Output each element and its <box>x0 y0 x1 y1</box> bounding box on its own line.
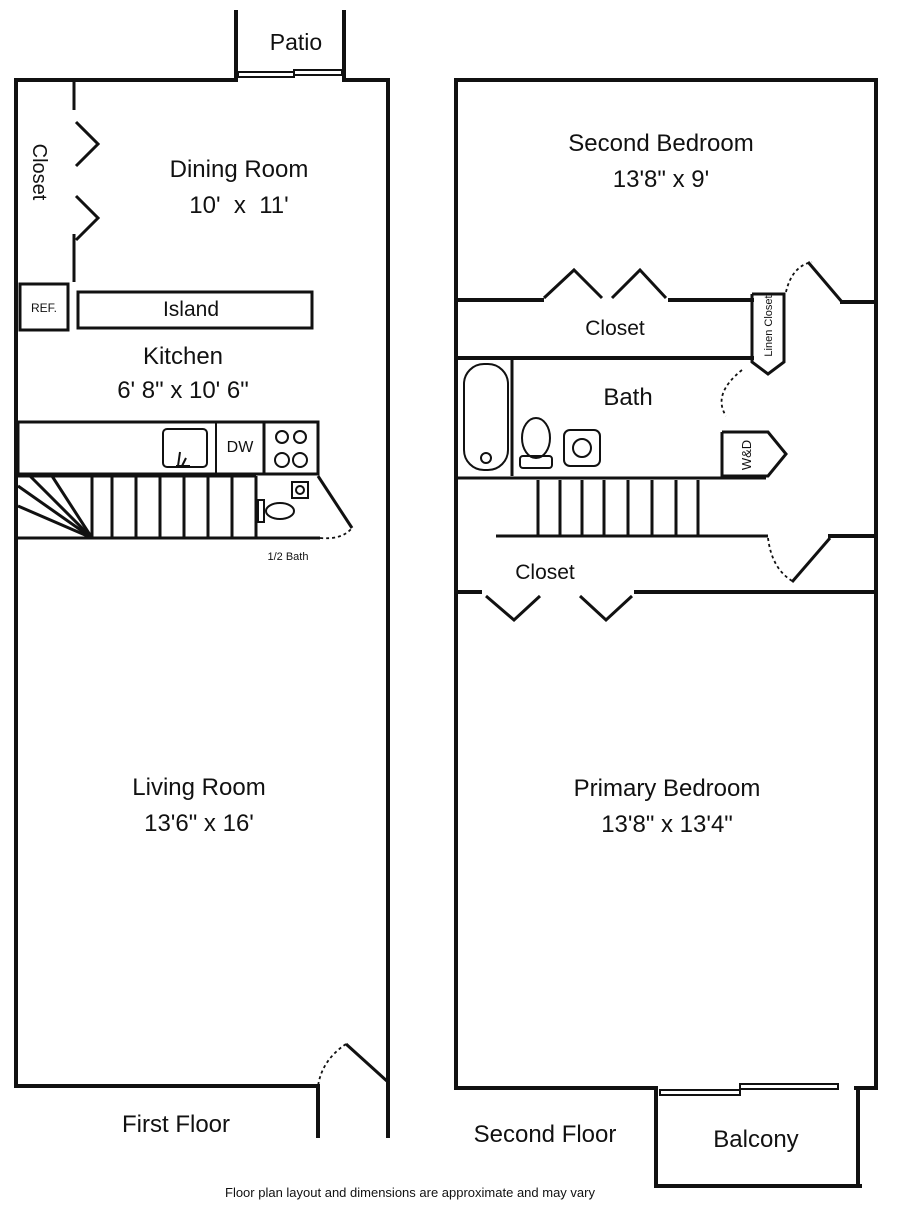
second-floor-walls <box>456 80 876 1186</box>
first-floor-stairs <box>18 476 256 538</box>
primary-bedroom-size: 13'8" x 13'4" <box>601 811 733 838</box>
washer-dryer-label: W&D <box>739 439 754 471</box>
disclaimer: Floor plan layout and dimensions are approximate and may vary <box>225 1185 595 1200</box>
upper-closet <box>458 262 874 374</box>
dining-closet <box>74 82 98 282</box>
first-floor-label: First Floor <box>122 1111 230 1138</box>
half-bath-label: 1/2 Bath <box>267 551 309 563</box>
dining-closet-label: Closet <box>28 143 50 201</box>
fridge-label: REF. <box>30 301 58 315</box>
primary-bedroom-label: Primary Bedroom <box>573 775 761 802</box>
bath-label: Bath <box>603 384 653 411</box>
kitchen-label: Kitchen <box>142 343 224 370</box>
second-floor-label: Second Floor <box>473 1121 617 1148</box>
dishwasher-label: DW <box>226 439 254 456</box>
living-room-size: 13'6" x 16' <box>144 810 254 837</box>
living-room-label: Living Room <box>132 774 266 801</box>
kitchen-size: 6' 8" x 10' 6" <box>117 377 249 404</box>
half-bath <box>256 476 352 538</box>
lower-closet-label: Closet <box>515 561 575 584</box>
upper-closet-label: Closet <box>585 317 645 340</box>
lower-closet <box>458 592 874 620</box>
second-bedroom-label: Second Bedroom <box>568 130 754 157</box>
front-door <box>318 1044 388 1086</box>
island-label: Island <box>162 298 220 321</box>
upstairs-bath <box>458 360 786 478</box>
dining-room-size: 10' x 11' <box>189 192 289 219</box>
linen-closet-label: Linen Closet <box>763 295 775 357</box>
patio-label: Patio <box>269 29 323 55</box>
balcony-label: Balcony <box>713 1126 799 1153</box>
dining-room-label: Dining Room <box>169 156 309 183</box>
second-bedroom-size: 13'8" x 9' <box>612 166 710 193</box>
